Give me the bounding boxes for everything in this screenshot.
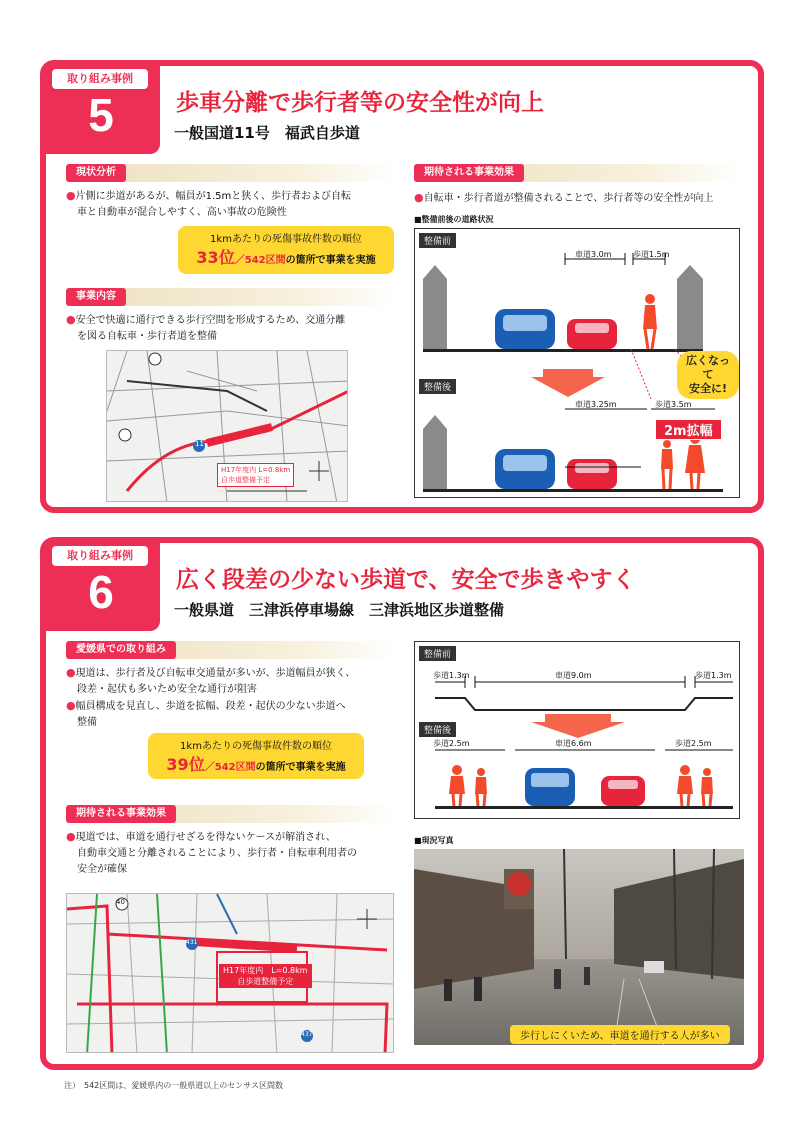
map-callout: H17年度内 L=0.8km 自歩道整備予定: [219, 964, 312, 988]
before-walk-width: 歩道1.5m: [633, 250, 670, 259]
section-effect: [414, 164, 740, 182]
case-subtitle: 一般国道11号 福武自歩道: [174, 124, 360, 142]
diagram-heading: ■整備前後の道路状況: [414, 215, 494, 224]
map-callout: H17年度内 L=0.8km 自歩道整備予定: [217, 463, 294, 487]
after-walk-width: 歩道3.5m: [655, 400, 692, 409]
after-road-width: 車道3.25m: [575, 400, 617, 409]
route-number: 40: [116, 898, 125, 906]
ehime-text: ●現道は、歩行者及び自転車交通量が多いが、歩道幅員が狭く、 段差・起伏も多いため安全な通行が阻害 ●幅員構成を見直し、歩道を拡幅、段差・起伏の少ない歩道へ 整備: [66, 666, 356, 728]
route-number: 437: [301, 1031, 313, 1038]
route-number: 11: [195, 440, 204, 448]
road-diagram: [414, 641, 740, 819]
stat-callout: 1kmあたりの死傷事故件数の順位 33位／542区間の箇所で事業を実施: [178, 226, 394, 274]
case-number: 6: [88, 566, 114, 618]
case-number: 5: [88, 89, 114, 141]
safety-bubble: 広くなって 安全に!: [677, 351, 739, 399]
after-left-walk: 歩道2.5m: [433, 739, 470, 748]
after-road: 車道6.6m: [555, 739, 592, 748]
case-6-card: [40, 537, 764, 1070]
before-left-walk: 歩道1.3m: [433, 671, 470, 680]
section-label: 期待される事業効果: [66, 805, 176, 823]
before-right-walk: 歩道1.3m: [695, 671, 732, 680]
footnote: 注） 542区間は、愛媛県内の一般県道以上のセンサス区間数: [64, 1081, 283, 1090]
photo-heading: ■現況写真: [414, 836, 454, 845]
stat-rank: 33位: [196, 248, 235, 267]
case-5-card: [40, 60, 764, 513]
case-badge: [46, 543, 160, 631]
location-map: [106, 350, 348, 502]
street-photo: [414, 849, 744, 1045]
effect-text: ●現道では、車道を通行せざるを得ないケースが解消され、 自動車交通と分離されることにより、歩行者・自転車利用者の 安全が確保: [66, 830, 357, 875]
road-diagram: [414, 228, 740, 498]
section-label: 愛媛県での取り組み: [66, 641, 176, 659]
case-badge: [46, 66, 160, 154]
badge-label: 取り組み事例: [52, 546, 148, 566]
after-tag: 整備後: [419, 722, 456, 737]
before-road: 車道9.0m: [555, 671, 592, 680]
widen-badge: 2m拡幅: [655, 419, 722, 440]
stat-callout: 1kmあたりの死傷事故件数の順位 39位／542区間の箇所で事業を実施: [148, 733, 364, 779]
case-subtitle: 一般県道 三津浜停車場線 三津浜地区歩道整備: [174, 601, 505, 619]
section-label: 期待される事業効果: [414, 164, 524, 182]
section-project: [66, 288, 396, 306]
case-title: 歩車分離で歩行者等の安全性が向上: [176, 90, 544, 116]
route-number: 431: [186, 939, 198, 946]
photo-caption: 歩行しにくいため、車道を通行する人が多い: [510, 1025, 730, 1044]
section-label: 事業内容: [66, 288, 126, 306]
after-right-walk: 歩道2.5m: [675, 739, 712, 748]
effect-text: ●自転車・歩行者道が整備されることで、歩行者等の安全性が向上: [414, 191, 714, 204]
stat-line: 1kmあたりの死傷事故件数の順位: [180, 741, 332, 752]
project-text: ●安全で快適に通行できる歩行空間を形成するため、交通分離 を図る自転車・歩行者道を整備: [66, 313, 346, 342]
before-tag: 整備前: [419, 646, 456, 661]
stat-line: 1kmあたりの死傷事故件数の順位: [210, 234, 362, 245]
road-section-drawing: [415, 642, 741, 820]
badge-label: 取り組み事例: [52, 69, 148, 89]
before-tag: 整備前: [419, 233, 456, 248]
section-status: [66, 164, 396, 182]
case-title: 広く段差の少ない歩道で、安全で歩きやすく: [176, 567, 636, 593]
after-tag: 整備後: [419, 379, 456, 394]
section-label: 現状分析: [66, 164, 126, 182]
before-road-width: 車道3.0m: [575, 250, 612, 259]
current-status-photo: [414, 849, 744, 1045]
stat-rank: 39位: [166, 755, 205, 774]
section-effect: [66, 805, 396, 823]
status-text: ●片側に歩道があるが、幅員が1.5mと狭く、歩行者および自転 車と自動車が混合しやすく、高い事故の危険性: [66, 189, 352, 218]
section-ehime: [66, 641, 396, 659]
location-map: [66, 893, 394, 1053]
